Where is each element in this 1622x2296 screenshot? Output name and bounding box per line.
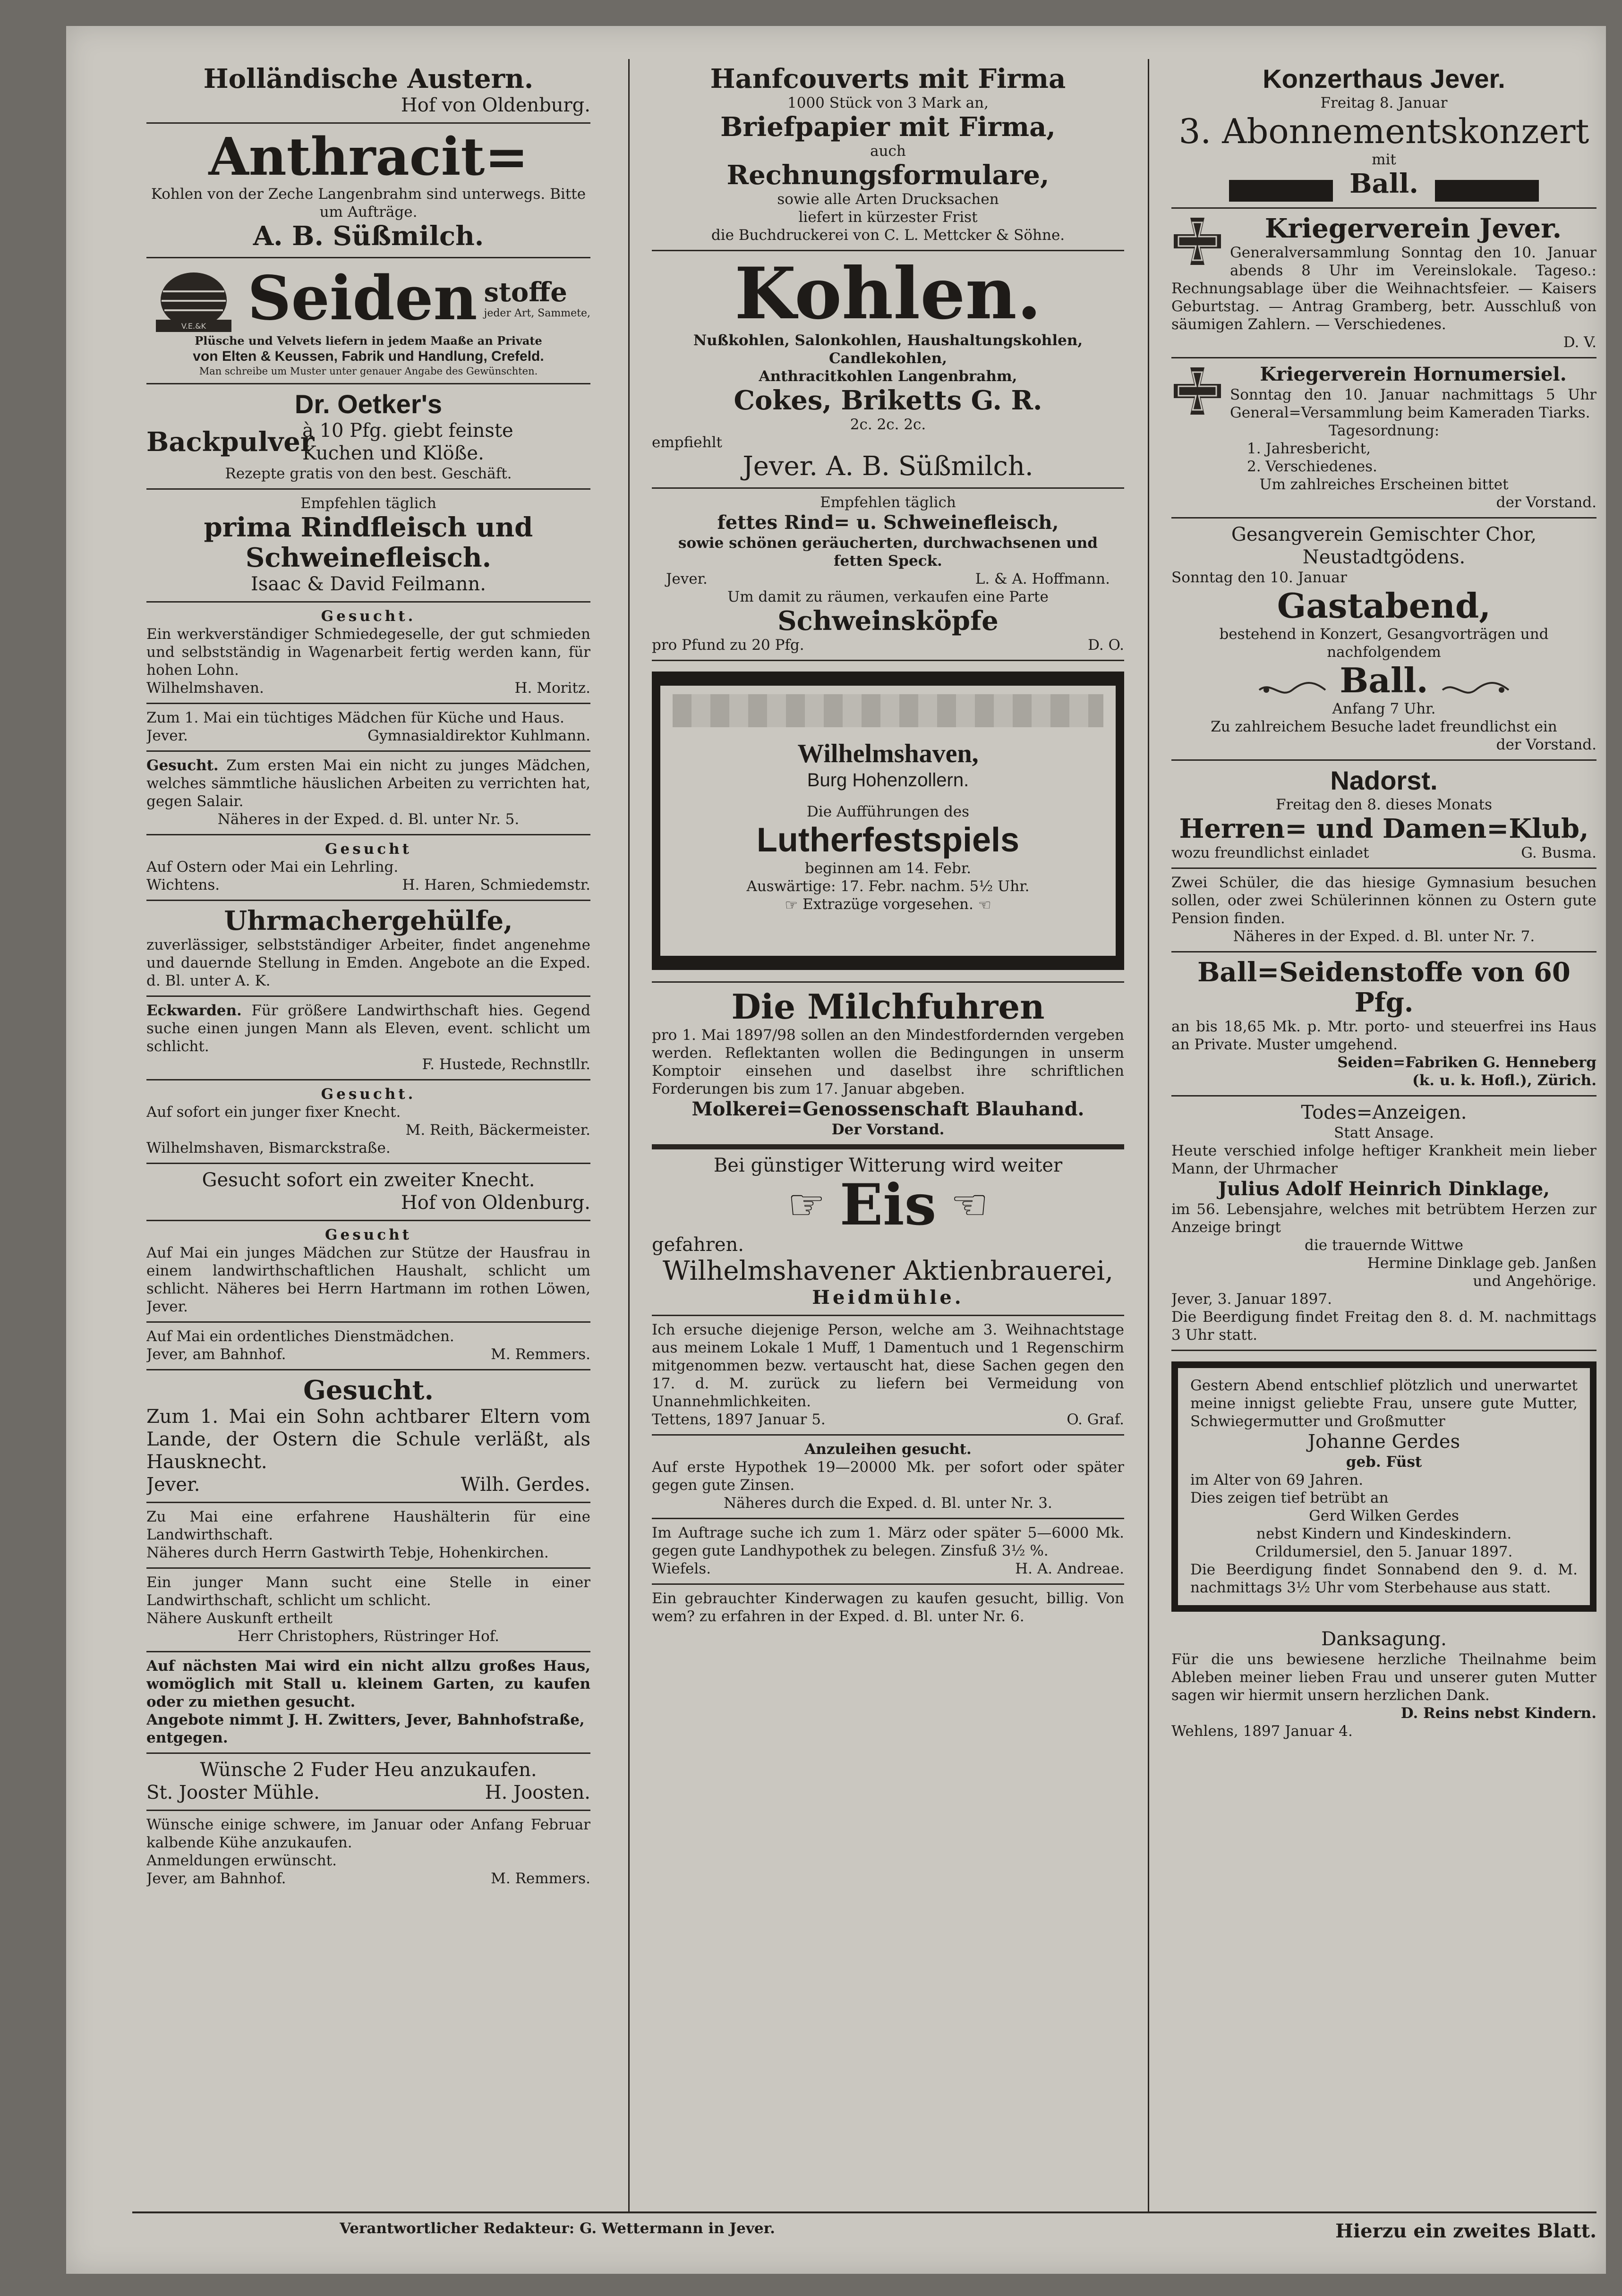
ad-signature: Heidmühle. xyxy=(812,1286,964,1309)
ad-fleisch-feilmann xyxy=(146,490,590,603)
ad-line: Nähere Auskunft ertheilt xyxy=(146,1610,333,1627)
ad-title-suffix: stoffe xyxy=(484,277,567,308)
ad-place: Wichtens. xyxy=(146,876,220,893)
column-right xyxy=(1171,59,1596,2212)
ad-line: auch xyxy=(870,143,906,160)
agenda-item: 2. Verschiedenes. xyxy=(1247,458,1377,475)
agenda-item: 1. Jahresbericht, xyxy=(1247,440,1371,457)
column-middle xyxy=(652,59,1124,2212)
iron-cross-icon xyxy=(1171,215,1223,267)
ad-kohlen xyxy=(652,251,1124,489)
page-footer xyxy=(132,2211,1596,2242)
ad-body: Heute verschied infolge heftiger Krankheit mein lieber Mann, der Uhrmacher xyxy=(1171,1142,1596,1177)
ad-line: Die Beerdigung findet Sonnabend den 9. d. M. nachmittags 3½ Uhr vom Sterbehause aus statt. xyxy=(1190,1561,1578,1596)
ad-body: Zu Mai eine erfahrene Haushälterin für eine Landwirthschaft. xyxy=(146,1508,590,1543)
beehive-logo-icon xyxy=(146,263,241,334)
ad-title: Wilhelmshaven, xyxy=(797,739,979,768)
deceased-name: Johanne Gerdes xyxy=(1307,1430,1460,1453)
ad-title: Dr. Oetker's xyxy=(294,389,443,419)
ad-place: Wilhelmshaven, Bismarckstraße. xyxy=(146,1139,391,1157)
ad-title: Rechnungsformulare, xyxy=(726,160,1050,191)
ad-line: Um zahlreiches Erscheinen bittet xyxy=(1259,476,1509,493)
ad-signature: H. Moritz. xyxy=(514,680,590,697)
ad-andreae xyxy=(652,1519,1124,1585)
ad-line: Dies zeigen tief betrübt an xyxy=(1190,1489,1389,1506)
ad-line: 2c. 2c. 2c. xyxy=(850,416,926,433)
ad-konzerthaus xyxy=(1171,59,1596,209)
ad-body: Auf Mai ein junges Mädchen zur Stütze der Hausfrau in einem landwirthschaftlichen Haushalt, schlicht um schlicht. Näheres bei Herrn Hartmann im rothen Löwen, Jever. xyxy=(146,1244,590,1315)
ad-title: Eis xyxy=(839,1171,937,1238)
ad-signature: (k. u. k. Hofl.), Zürich. xyxy=(1412,1071,1596,1089)
column-rule xyxy=(1148,59,1149,2212)
ad-body: Zwei Schüler, die das hiesige Gymnasium besuchen sollen, oder zwei Schülerinnen können zu Ostern gute Pension finden. xyxy=(1171,874,1596,927)
ad-signature: H. Joosten. xyxy=(485,1782,590,1803)
ad-hoffmann xyxy=(652,489,1124,661)
ad-place: Jever. xyxy=(666,570,708,587)
ad-title: Gesucht sofort ein zweiter Knecht. xyxy=(202,1169,535,1191)
ad-title: Herren= und Damen=Klub, xyxy=(1179,813,1589,844)
ad-gerdes-hausknecht xyxy=(146,1370,590,1503)
ad-hartmann xyxy=(146,1221,590,1323)
ad-body: Für die uns bewiesene herzliche Theilnahme beim Ableben meiner lieben Frau und unserer guten Mutter sagen wir hiermit unsern herzlichen Dank. xyxy=(1171,1650,1596,1704)
ad-title: Kriegerverein Hornumersiel. xyxy=(1260,363,1567,385)
ad-signature: Gerd Wilken Gerdes xyxy=(1309,1507,1459,1524)
ad-line: Angebote nimmt J. H. Zwitters, Jever, Bahnhofstraße, entgegen. xyxy=(146,1711,585,1746)
ad-lead: Gesucht. xyxy=(146,757,219,774)
ad-line: gefahren. xyxy=(652,1233,744,1256)
ad-body: Generalversammlung Sonntag den 10. Januar abends 8 Uhr im Vereinslokale. Tageso.: Rechnungsablage über die Weihnachtsfeier. — Kaisers Geburtstag. — Antrag Gramberg, betr. Ausschluß von säumigen Zahlern. — Verschiedenes. xyxy=(1171,244,1596,333)
ad-signature: Hermine Dinklage geb. Janßen xyxy=(1367,1254,1596,1272)
ad-title: Seiden xyxy=(248,263,478,334)
ad-title: 3. Abonnementskonzert xyxy=(1178,111,1589,151)
ad-signature: D. Reins nebst Kindern. xyxy=(1400,1704,1596,1722)
black-bar xyxy=(1229,180,1333,202)
ad-todesanzeige-gerdes xyxy=(1171,1351,1596,1623)
ad-uhrmacher xyxy=(146,901,590,997)
ad-signature: D. O. xyxy=(1088,637,1124,654)
ad-line: Näheres durch die Exped. d. Bl. unter Nr. 3. xyxy=(724,1494,1052,1512)
ad-side-text: à 10 Pfg. giebt feinste Kuchen und Klöße. xyxy=(302,420,513,464)
ornament-left-icon xyxy=(1257,680,1328,699)
ad-signature: H. A. Andreae. xyxy=(1015,1560,1124,1577)
ad-signature: der Vorstand. xyxy=(1496,493,1596,511)
ad-line: wozu freundlichst einladet xyxy=(1171,844,1369,861)
ad-line: die trauernde Wittwe xyxy=(1305,1236,1463,1254)
ad-eis xyxy=(652,1146,1124,1316)
ad-place: Jever. xyxy=(146,727,188,744)
ad-seidenstoffe xyxy=(146,258,590,384)
ad-line: Freitag 8. Januar xyxy=(1320,94,1448,111)
ad-eckwarden xyxy=(146,997,590,1080)
ad-title: Cokes, Briketts G. R. xyxy=(734,385,1042,416)
deceased-name: Julius Adolf Heinrich Dinklage, xyxy=(1218,1177,1550,1200)
ad-place: Tettens, 1897 Januar 5. xyxy=(652,1411,826,1428)
ad-henneberg xyxy=(1171,952,1596,1097)
ad-line: mit xyxy=(1372,151,1396,168)
ad-subtitle: Backpulver xyxy=(146,426,315,458)
ad-line: Statt Ansage. xyxy=(1334,1124,1434,1141)
pointing-hand-right-icon: ☞ xyxy=(787,1180,826,1230)
ad-line: Bei günstiger Witterung wird weiter xyxy=(713,1154,1063,1176)
ad-signature: H. Haren, Schmiedemstr. xyxy=(402,876,590,893)
ad-body: von Elten & Keussen, Fabrik und Handlung, Crefeld. xyxy=(193,349,544,364)
ad-graf xyxy=(652,1316,1124,1436)
ad-body: Zum 1. Mai ein tüchtiges Mädchen für Küche und Haus. xyxy=(146,709,564,726)
ad-title: Neustadtgödens. xyxy=(1302,546,1466,568)
ad-remmers-dienstmaedchen xyxy=(146,1323,590,1370)
ad-head: Gesucht. xyxy=(321,608,416,625)
ad-body: Für größere Landwirthschaft hies. Gegend suche einen jungen Mann als Eleven, event. schlicht um schlicht. xyxy=(146,1002,590,1055)
ad-place: St. Jooster Mühle. xyxy=(146,1782,320,1803)
ad-body: Auf erste Hypothek 19—20000 Mk. per sofort oder später gegen gute Zinsen. xyxy=(652,1458,1124,1494)
ad-title: Ball. xyxy=(1349,168,1418,199)
ad-gesucht-schmied xyxy=(146,603,590,704)
ad-signature: F. Hustede, Rechnstllr. xyxy=(422,1056,590,1073)
ad-title: Kohlen. xyxy=(734,252,1041,335)
ad-todesanzeige-dinklage xyxy=(1171,1097,1596,1351)
ad-signature: der Vorstand. xyxy=(1496,736,1596,753)
ad-subtitle: Burg Hohenzollern. xyxy=(807,770,969,791)
ad-remmers-kuehe xyxy=(146,1811,590,1893)
ad-signature: und Angehörige. xyxy=(1473,1272,1596,1290)
ad-body: Zum ersten Mai ein nicht zu junges Mädchen, welches sämmtliche häuslichen Arbeiten zu verrichten hat, gegen Salair. xyxy=(146,757,590,810)
ad-place: Jever, 3. Januar 1897. xyxy=(1171,1290,1332,1308)
ad-line: 1000 Stück von 3 Mark an, xyxy=(787,94,989,111)
ad-knecht-reith xyxy=(146,1080,590,1164)
ad-signature: Wilhelmshavener Aktienbrauerei, xyxy=(662,1255,1114,1286)
ad-gesucht-maedchen xyxy=(146,752,590,835)
ad-title: Gesangverein Gemischter Chor, xyxy=(1231,523,1537,545)
supplement-note: Hierzu ein zweites Blatt. xyxy=(1335,2220,1596,2242)
ad-place: Jever. xyxy=(146,1474,200,1496)
ad-signature: Herr Christophers, Rüstringer Hof. xyxy=(237,1628,500,1645)
ad-signature: M. Reith, Bäckermeister. xyxy=(405,1122,590,1139)
ad-signature: Seiden=Fabriken G. Henneberg xyxy=(1337,1054,1596,1071)
pointing-hand-left-icon: ☜ xyxy=(950,1180,989,1230)
logo-label: V.E.&K xyxy=(181,322,206,331)
ad-signature: L. & A. Hoffmann. xyxy=(975,570,1110,587)
ad-body: Auf nächsten Mai wird ein nicht allzu großes Haus, womöglich mit Stall u. kleinem Garten, zu kaufen oder zu miethen gesucht. xyxy=(146,1658,590,1710)
ad-side-text: jeder Art, Sammete, xyxy=(484,307,590,319)
ad-lutherfestspiel xyxy=(652,661,1124,983)
ad-line: sowie alle Arten Drucksachen xyxy=(777,191,999,208)
ad-title: Schweinefleisch. xyxy=(245,542,492,573)
ad-body: Wünsche einige schwere, im Januar oder Anfang Februar kalbende Kühe anzukaufen. xyxy=(146,1816,590,1851)
ad-signature: A. B. Süßmilch. xyxy=(253,221,484,252)
ad-body: Plüsche und Velvets liefern in jedem Maaße an Private xyxy=(195,334,542,348)
ad-body: zuverlässiger, selbstständiger Arbeiter, findet angenehme und dauernde Stellung in Emden. Angebote an die Exped. d. Bl. unter A. K. xyxy=(146,936,590,989)
ad-signature: Isaac & David Feilmann. xyxy=(251,573,486,595)
ad-body: Zum 1. Mai ein Sohn achtbarer Eltern vom Lande, der Ostern die Schule verläßt, als Hausknecht. xyxy=(146,1406,590,1473)
ad-head: Gesucht. xyxy=(321,1086,416,1103)
ad-line: Freitag den 8. dieses Monats xyxy=(1275,796,1492,813)
ad-title: Gastabend, xyxy=(1277,585,1491,626)
ad-signature: Der Vorstand. xyxy=(831,1121,945,1138)
ad-signature: Wilh. Gerdes. xyxy=(461,1474,590,1496)
pointing-hand-left-icon: ☜ xyxy=(978,896,991,914)
ad-anthracit xyxy=(146,124,590,258)
ad-body: pro 1. Mai 1897/98 sollen an den Mindestfordernden vergeben werden. Reflektanten wollen die Bedingungen in unserm Komptoir einsehen und daselbst ihre schriftlichen Forderungen bis zum 17. Januar abgeben. xyxy=(652,1026,1124,1097)
ad-pre: Empfehlen täglich xyxy=(820,494,956,511)
ad-kinderwagen xyxy=(652,1585,1124,1631)
ad-line: Näheres in der Exped. d. Bl. unter Nr. 7. xyxy=(1233,927,1535,945)
ad-tebje xyxy=(146,1503,590,1569)
ad-milchfuhren xyxy=(652,983,1124,1146)
ad-body: im 56. Lebensjahre, welches mit betrübtem Herzen zur Anzeige bringt xyxy=(1171,1200,1596,1236)
ad-signature: Jever. A. B. Süßmilch. xyxy=(743,451,1033,482)
ad-title: Kriegerverein Jever. xyxy=(1264,213,1562,244)
ad-kriegerverein-jever xyxy=(1171,209,1596,358)
column-rule xyxy=(628,59,630,2212)
ad-line: pro Pfund zu 20 Pfg. xyxy=(652,637,804,654)
ad-line: Extrazüge vorgesehen. xyxy=(802,896,973,913)
ad-place: Crildumersiel, den 5. Januar 1897. xyxy=(1255,1543,1513,1560)
pointing-hand-right-icon: ☞ xyxy=(785,896,798,914)
ad-line: Die Aufführungen des xyxy=(806,803,970,820)
ad-line: Anthracitkohlen Langenbrahm, xyxy=(759,368,1017,385)
ad-line: Anmeldungen erwünscht. xyxy=(146,1852,337,1869)
ad-title: Ball=Seidenstoffe von 60 Pfg. xyxy=(1197,956,1571,1018)
ad-danksagung xyxy=(1171,1623,1596,1746)
ad-title: Hanfcouverts mit Firma xyxy=(710,63,1066,94)
ad-kriegerverein-hornumersiel xyxy=(1171,358,1596,519)
ad-line: beginnen am 14. Febr. xyxy=(804,860,972,877)
ad-line: im Alter von 69 Jahren. xyxy=(1190,1471,1364,1488)
ad-line: Sonntag den 10. Januar xyxy=(1171,569,1347,586)
decorative-header xyxy=(673,694,1103,727)
ad-gesangverein xyxy=(1171,519,1596,761)
ad-title: Schweinsköpfe xyxy=(777,605,999,637)
ad-place: Jever, am Bahnhof. xyxy=(146,1870,286,1887)
ad-body: Auf Mai ein ordentliches Dienstmädchen. xyxy=(146,1328,454,1345)
column-left xyxy=(146,59,590,2212)
ad-line: Zu zahlreichem Besuche ladet freundlichst ein xyxy=(1211,718,1557,735)
ad-nadorst xyxy=(1171,761,1596,869)
ad-title: Ball. xyxy=(1340,660,1428,700)
ad-title: prima Rindfleisch und xyxy=(204,512,533,543)
ad-body: Kohlen von der Zeche Langenbrahm sind unterwegs. Bitte um Aufträge. xyxy=(151,186,586,221)
ad-title: Gesucht. xyxy=(303,1375,434,1406)
ad-buchdruckerei xyxy=(652,59,1124,251)
ad-knecht-oldenburg xyxy=(146,1164,590,1221)
ad-body: Sonntag den 10. Januar nachmittags 5 Uhr General=Versammlung beim Kameraden Tiarks. xyxy=(1230,386,1596,421)
ad-title: fettes Rind= u. Schweinefleisch, xyxy=(717,511,1059,534)
ad-signature: M. Remmers. xyxy=(491,1346,590,1363)
ad-maedchen-kuhlmann xyxy=(146,704,590,752)
ad-body: an bis 18,65 Mk. p. Mtr. porto- und steuerfrei ins Haus an Private. Muster umgehend. xyxy=(1171,1018,1596,1053)
ad-body: Ein werkverständiger Schmiedegeselle, der gut schmieden und selbstständig in Wagenarbeit fertig werden kann, für hohen Lohn. xyxy=(146,626,590,679)
ad-place: Wehlens, 1897 Januar 4. xyxy=(1171,1722,1353,1740)
newspaper-page xyxy=(66,26,1606,2274)
ad-body: Man schreibe um Muster unter genauer Angabe des Gewünschten. xyxy=(199,366,538,377)
ad-line: Um damit zu räumen, verkaufen eine Parte xyxy=(727,588,1049,605)
ad-title: Die Milchfuhren xyxy=(731,986,1045,1027)
ad-line: Näheres in der Exped. d. Bl. unter Nr. 5. xyxy=(217,811,520,828)
ad-title: Nadorst. xyxy=(1330,765,1438,795)
ad-signature: Molkerei=Genossenschaft Blauhand. xyxy=(691,1097,1084,1120)
ad-body: Im Auftrage suche ich zum 1. März oder später 5—6000 Mk. gegen gute Landhypothek zu belegen. Zinsfuß 3½ %. xyxy=(652,1524,1124,1559)
ad-head: Anzuleihen gesucht. xyxy=(804,1440,972,1458)
ad-line: Die Beerdigung findet Freitag den 8. d. M. nachmittags 3 Uhr statt. xyxy=(1171,1308,1596,1344)
ad-body: Auf sofort ein junger fixer Knecht. xyxy=(146,1104,401,1121)
ad-signature: M. Remmers. xyxy=(491,1870,590,1887)
ad-title: Lutherfestspiels xyxy=(756,821,1020,859)
ad-anleihe xyxy=(652,1436,1124,1519)
ad-signature: Gymnasialdirektor Kuhlmann. xyxy=(367,727,590,744)
ad-line: Auswärtige: 17. Febr. nachm. 5½ Uhr. xyxy=(746,878,1030,895)
ad-place: Wilhelmshaven. xyxy=(146,680,264,697)
ad-signature: D. V. xyxy=(1563,333,1596,351)
ad-body: Auf Ostern oder Mai ein Lehrling. xyxy=(146,859,399,876)
ad-title: Anthracit= xyxy=(208,126,529,187)
ad-title: Uhrmachergehülfe, xyxy=(224,905,513,936)
ad-austern xyxy=(146,59,590,124)
ad-signature: nebst Kindern und Kindeskindern. xyxy=(1256,1525,1512,1542)
ad-head: Gesucht xyxy=(325,841,412,858)
ad-pre: Empfehlen täglich xyxy=(300,495,436,512)
ad-head: Tagesordnung: xyxy=(1328,422,1440,439)
ad-signature: G. Busma. xyxy=(1521,844,1596,861)
ad-body: Ich ersuche diejenige Person, welche am 3. Weihnachtstage aus meinem Lokale 1 Muff, 1 Damentuch und 1 Regenschirm mitgenommen bezw. vertauscht hat, diese Sachen gegen den 17. d. M. zurück zu liefern bei Vermeidung von Unannehmlichkeiten. xyxy=(652,1321,1124,1410)
ad-heu xyxy=(146,1754,590,1811)
ad-lead: Eckwarden. xyxy=(146,1002,242,1019)
ad-line: liefert in kürzester Frist xyxy=(798,209,978,226)
ad-signature: O. Graf. xyxy=(1067,1411,1124,1428)
ad-title: Holländische Austern. xyxy=(203,63,534,94)
ad-body: Ein gebrauchter Kinderwagen zu kaufen gesucht, billig. Von wem? zu erfahren in der Exped. d. Bl. unter Nr. 6. xyxy=(652,1590,1124,1625)
ad-christophers xyxy=(146,1569,590,1652)
ad-line: Nußkohlen, Salonkohlen, Haushaltungskohlen, Candlekohlen, xyxy=(693,332,1083,367)
ad-signature: Hof von Oldenburg. xyxy=(401,1192,590,1214)
iron-cross-icon xyxy=(1171,365,1223,417)
ad-zwitters xyxy=(146,1652,590,1754)
section-head: Danksagung. xyxy=(1321,1628,1447,1650)
ad-title: Wünsche 2 Fuder Heu anzukaufen. xyxy=(200,1759,537,1781)
ad-line: sowie schönen geräucherten, durchwachsenen und fetten Speck. xyxy=(678,535,1098,570)
ad-body: Ein junger Mann sucht eine Stelle in einer Landwirthschaft, schlicht um schlicht. xyxy=(146,1574,590,1609)
ad-head: Gesucht xyxy=(325,1226,412,1243)
ad-signature: Hof von Oldenburg. xyxy=(401,94,590,116)
deceased-maiden-name: geb. Füst xyxy=(1346,1453,1422,1471)
ad-place: Jever, am Bahnhof. xyxy=(146,1346,286,1363)
ornament-right-icon xyxy=(1440,680,1511,699)
ad-place: Wiefels. xyxy=(652,1560,711,1577)
ad-signature: die Buchdruckerei von C. L. Mettcker & Söhne. xyxy=(711,227,1065,244)
ad-line: Näheres durch Herrn Gastwirth Tebje, Hohenkirchen. xyxy=(146,1544,549,1561)
ad-line: empfiehlt xyxy=(652,434,722,451)
ad-line: Anfang 7 Uhr. xyxy=(1332,700,1436,717)
ad-lehrling xyxy=(146,835,590,901)
ad-schueler xyxy=(1171,869,1596,952)
ad-oetker xyxy=(146,384,590,490)
black-bar xyxy=(1435,180,1539,202)
ad-title: Briefpapier mit Firma, xyxy=(720,111,1056,143)
ad-body: Rezepte gratis von den best. Geschäft. xyxy=(225,465,512,482)
ad-body: Gestern Abend entschlief plötzlich und unerwartet meine innigst geliebte Frau, unsere gute Mutter, Schwiegermutter und Großmutter xyxy=(1190,1377,1578,1430)
editor-line: Verantwortlicher Redakteur: G. Wettermann in Jever. xyxy=(340,2220,775,2237)
section-head: Todes=Anzeigen. xyxy=(1301,1101,1467,1123)
ad-line: bestehend in Konzert, Gesangvorträgen und nachfolgendem xyxy=(1219,625,1549,661)
ad-title: Konzerthaus Jever. xyxy=(1263,64,1505,94)
